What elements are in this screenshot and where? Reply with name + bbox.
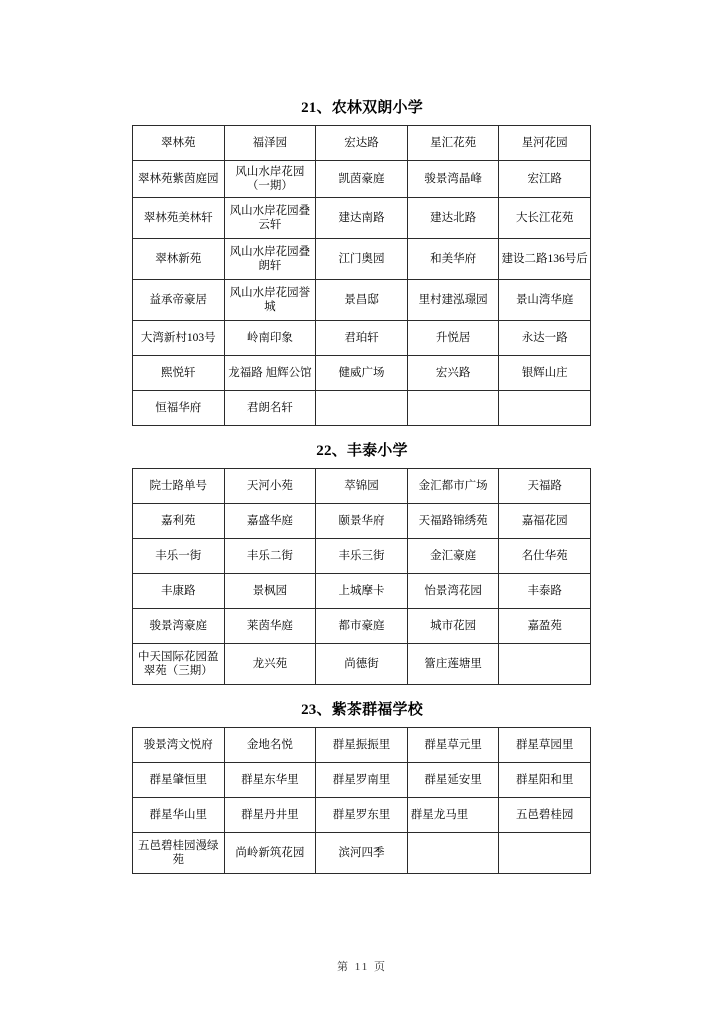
table-cell: 簹庄莲塘里 [407, 644, 499, 685]
table-cell: 城市花园 [407, 609, 499, 644]
page-footer [0, 958, 724, 974]
table-cell: 天福路锦绣苑 [407, 504, 499, 539]
table-cell: 福泽园 [224, 126, 316, 161]
section-23 [132, 701, 592, 874]
table-cell: 星河花园 [499, 126, 591, 161]
table-cell: 宏达路 [316, 126, 408, 161]
table-row [133, 391, 591, 426]
table-cell: 丰泰路 [499, 574, 591, 609]
table-cell: 建达北路 [407, 198, 499, 239]
table-cell: 群星振振里 [316, 728, 408, 763]
table-cell: 尚德街 [316, 644, 408, 685]
table-cell-empty [499, 644, 591, 685]
table-cell: 君朗名轩 [224, 391, 316, 426]
table-cell: 群星东华里 [224, 763, 316, 798]
table-cell: 群星阳和里 [499, 763, 591, 798]
table-cell: 上城摩卡 [316, 574, 408, 609]
table-cell: 滨河四季 [316, 833, 408, 874]
table-cell: 银辉山庄 [499, 356, 591, 391]
table-cell: 群星罗南里 [316, 763, 408, 798]
table-cell: 五邑碧桂园漫绿苑 [133, 833, 225, 874]
table-cell: 群星草元里 [407, 728, 499, 763]
table-cell: 群星罗东里 [316, 798, 408, 833]
table-cell: 龙兴苑 [224, 644, 316, 685]
table-cell: 萃锦园 [316, 469, 408, 504]
table-cell: 翠林新苑 [133, 239, 225, 280]
table-cell: 宏兴路 [407, 356, 499, 391]
table-cell-empty [316, 391, 408, 426]
table-cell: 骏景湾晶峰 [407, 161, 499, 198]
table-cell: 和美华府 [407, 239, 499, 280]
table-cell: 风山水岸花园叠朗轩 [224, 239, 316, 280]
table-cell: 大长江花苑 [499, 198, 591, 239]
table-cell: 群星华山里 [133, 798, 225, 833]
table-cell: 丰乐一街 [133, 539, 225, 574]
table-cell: 金汇豪庭 [407, 539, 499, 574]
table-cell: 升悦居 [407, 321, 499, 356]
table-row [133, 644, 591, 685]
table-cell: 骏景湾文悦府 [133, 728, 225, 763]
table-cell-empty [499, 391, 591, 426]
table-cell: 丰康路 [133, 574, 225, 609]
table-row [133, 798, 591, 833]
table-cell: 凯茵豪庭 [316, 161, 408, 198]
table-cell: 群星延安里 [407, 763, 499, 798]
table-cell: 怡景湾花园 [407, 574, 499, 609]
table-cell: 君珀轩 [316, 321, 408, 356]
table-cell: 景昌邸 [316, 280, 408, 321]
table-cell: 恒福华府 [133, 391, 225, 426]
table-row [133, 728, 591, 763]
table-row [133, 833, 591, 874]
table-cell: 骏景湾豪庭 [133, 609, 225, 644]
table-cell: 丰乐三街 [316, 539, 408, 574]
table-cell: 五邑碧桂园 [499, 798, 591, 833]
table-cell: 翠林苑美林轩 [133, 198, 225, 239]
table-cell: 风山水岸花园誉城 [224, 280, 316, 321]
table-row [133, 198, 591, 239]
table-cell: 景枫园 [224, 574, 316, 609]
table-cell: 嘉盛华庭 [224, 504, 316, 539]
table-cell-empty [407, 833, 499, 874]
table-cell-empty [499, 833, 591, 874]
table-row [133, 574, 591, 609]
section-title-21: 21、农林双朗小学 [301, 100, 423, 116]
table-cell: 中天国际花园盈翠苑（三期） [133, 644, 225, 685]
table-row [133, 539, 591, 574]
table-cell: 大湾新村103号 [133, 321, 225, 356]
table-row [133, 469, 591, 504]
table-cell: 颐景华府 [316, 504, 408, 539]
section-22 [132, 442, 592, 685]
table-body-22 [133, 469, 591, 685]
table-cell: 金地名悦 [224, 728, 316, 763]
table-cell: 莱茵华庭 [224, 609, 316, 644]
table-row [133, 356, 591, 391]
table-cell: 龙福路 旭辉公馆 [224, 356, 316, 391]
school-table-22 [132, 468, 591, 685]
table-cell: 景山湾华庭 [499, 280, 591, 321]
table-cell: 里村建泓璟园 [407, 280, 499, 321]
table-cell: 群星草园里 [499, 728, 591, 763]
table-row [133, 504, 591, 539]
table-body-21 [133, 126, 591, 426]
table-cell: 丰乐二街 [224, 539, 316, 574]
section-title-22: 22、丰泰小学 [316, 443, 408, 459]
table-cell: 翠林苑 [133, 126, 225, 161]
school-table-23 [132, 727, 591, 874]
section-title-23: 23、紫茶群福学校 [301, 702, 423, 718]
table-cell: 熙悦轩 [133, 356, 225, 391]
table-cell: 建设二路136号后 [499, 239, 591, 280]
table-cell: 嘉福花园 [499, 504, 591, 539]
table-cell: 天福路 [499, 469, 591, 504]
table-cell: 永达一路 [499, 321, 591, 356]
table-cell: 江门奥园 [316, 239, 408, 280]
table-row [133, 239, 591, 280]
page-number: 第 11 页 [336, 961, 388, 973]
table-row [133, 321, 591, 356]
table-cell-empty [407, 391, 499, 426]
table-row [133, 161, 591, 198]
table-cell: 群星丹井里 [224, 798, 316, 833]
table-cell: 嘉利苑 [133, 504, 225, 539]
page-content [132, 0, 592, 874]
table-cell: 嘉盈苑 [499, 609, 591, 644]
table-row [133, 609, 591, 644]
table-cell: 风山水岸花园叠云轩 [224, 198, 316, 239]
table-row [133, 280, 591, 321]
table-cell: 健威广场 [316, 356, 408, 391]
table-cell: 名仕华苑 [499, 539, 591, 574]
table-cell: 建达南路 [316, 198, 408, 239]
table-cell: 宏江路 [499, 161, 591, 198]
table-row [133, 763, 591, 798]
table-cell: 风山水岸花园 （一期） [224, 161, 316, 198]
table-body-23 [133, 728, 591, 874]
table-cell: 都市豪庭 [316, 609, 408, 644]
table-cell: 院士路单号 [133, 469, 225, 504]
table-cell: 金汇都市广场 [407, 469, 499, 504]
school-table-21 [132, 125, 591, 426]
table-cell: 群星肇恒里 [133, 763, 225, 798]
table-cell: 星汇花苑 [407, 126, 499, 161]
table-row [133, 126, 591, 161]
table-cell: 益承帝豪居 [133, 280, 225, 321]
table-cell: 岭南印象 [224, 321, 316, 356]
table-cell: 天河小苑 [224, 469, 316, 504]
table-cell: 翠林苑紫茵庭园 [133, 161, 225, 198]
section-21 [132, 99, 592, 426]
table-cell: 尚岭新筑花园 [224, 833, 316, 874]
table-cell: 群星龙马里 [407, 798, 499, 833]
